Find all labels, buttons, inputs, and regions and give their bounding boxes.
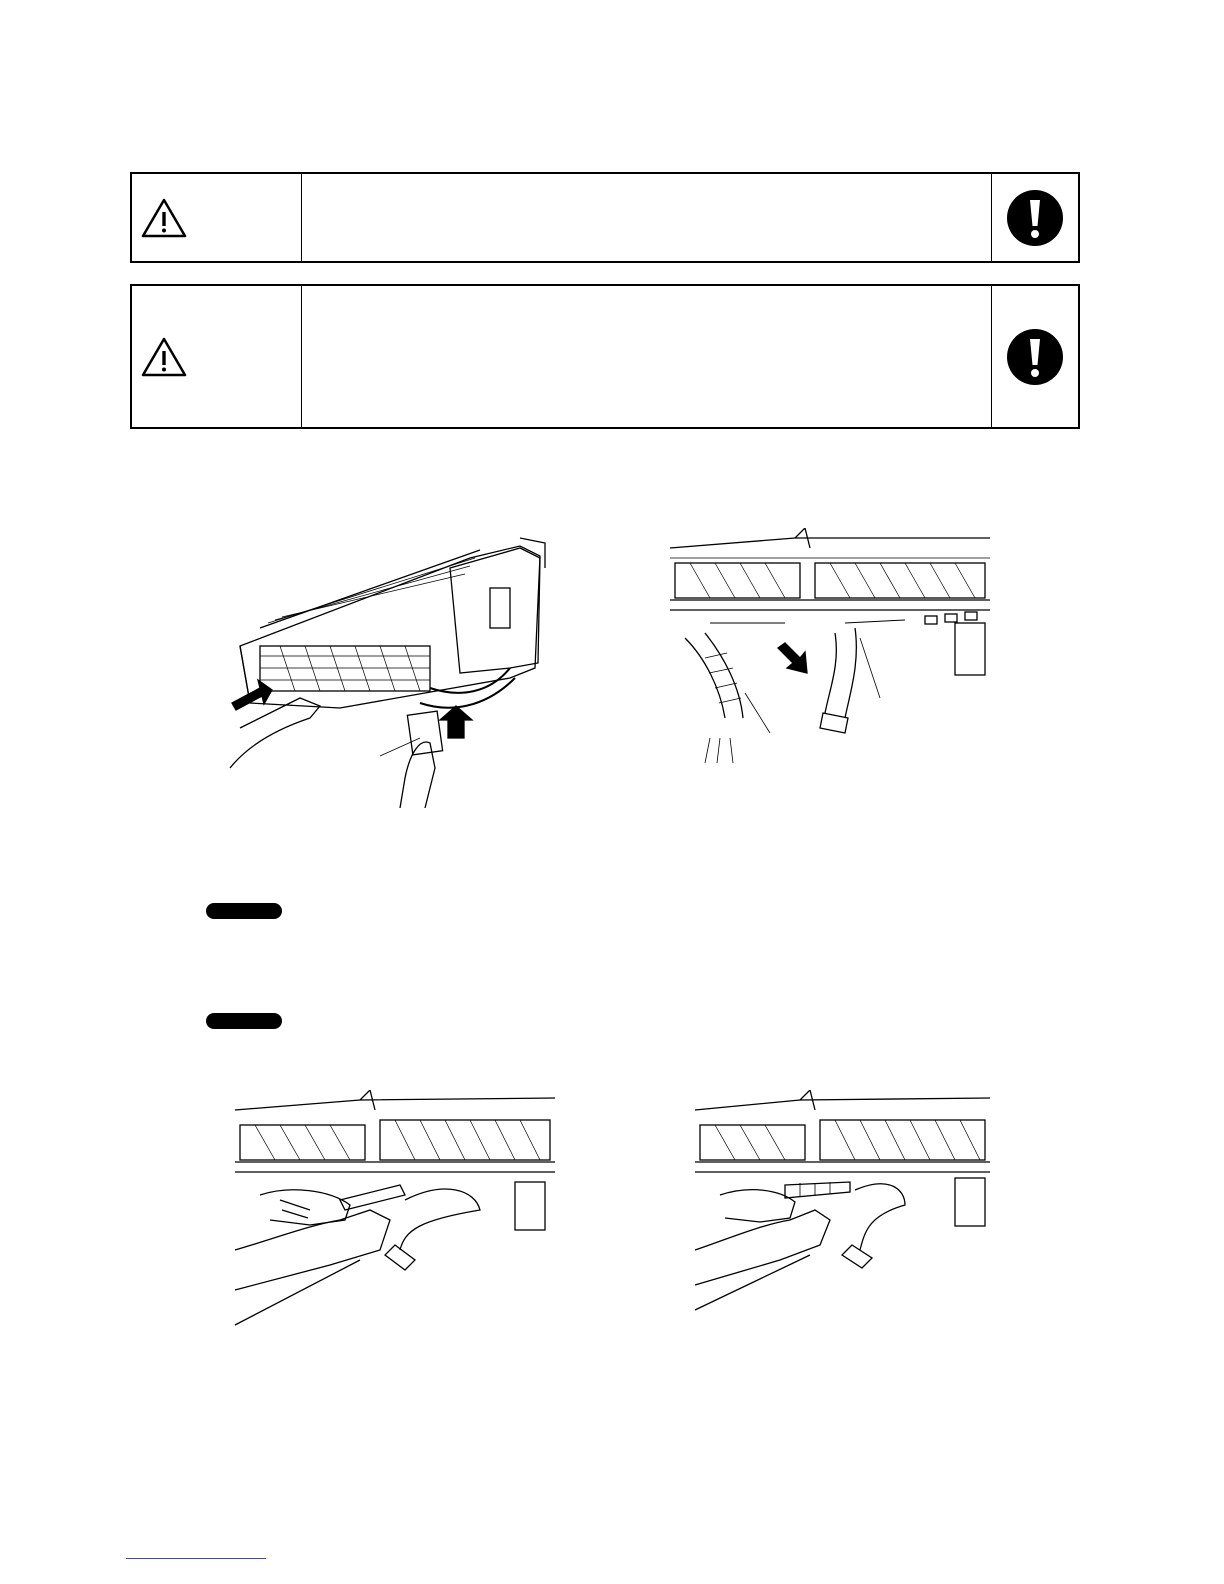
figure-drain-hose-pull [665,528,1005,768]
figure-wrench-loosen-1 [230,1090,560,1330]
warning-triangle-icon [140,336,188,378]
warning-box-2 [130,284,1080,429]
warning-box-1 [130,172,1080,263]
warning-box-2-icon-cell [132,286,302,427]
figure-remove-indoor-unit [220,528,560,808]
step-label-pill-1 [206,903,282,919]
warning-triangle-icon [140,197,188,239]
warning-box-1-mandatory-cell [991,174,1078,261]
warning-box-1-icon-cell [132,174,302,261]
figure-wrench-loosen-2 [690,1090,1000,1320]
warning-box-2-text-cell [302,286,991,427]
step-label-pill-2 [206,1013,282,1029]
footer-link-underline [126,1558,266,1559]
mandatory-exclamation-icon [1005,327,1065,387]
warning-box-1-text-cell [302,174,991,261]
mandatory-exclamation-icon [1005,188,1065,248]
warning-box-2-mandatory-cell [991,286,1078,427]
